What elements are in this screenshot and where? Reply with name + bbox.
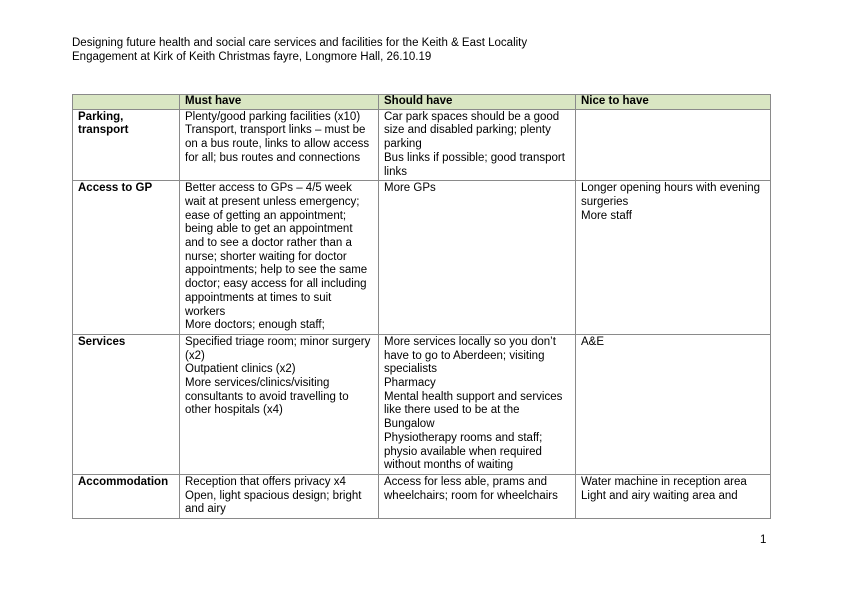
cell-nice xyxy=(576,109,771,181)
document-header xyxy=(72,36,527,64)
cell-line: A&E xyxy=(581,335,605,348)
column-header-should-have: Should have xyxy=(379,95,576,110)
cell-line: Car park spaces should be a good size and disabled parking; plenty parking xyxy=(384,110,560,151)
cell-line: Reception that offers privacy x4 xyxy=(185,475,346,488)
cell-nice xyxy=(576,181,771,335)
cell-line: Transport, transport links – must be on a bus route, links to allow access for all; bus routes and connections xyxy=(185,124,370,164)
cell-line: Access for less able, prams and wheelchairs; room for wheelchairs xyxy=(384,475,558,502)
cell-nice xyxy=(576,334,771,474)
table-row xyxy=(73,474,771,518)
table-row xyxy=(73,181,771,335)
cell-line: Pharmacy xyxy=(384,377,436,390)
row-label: Services xyxy=(73,334,180,474)
cell-line: Physiotherapy rooms and staff; physio available when required without months of waiting xyxy=(384,431,543,472)
cell-line: Specified triage room; minor surgery (x2) xyxy=(185,335,371,362)
cell-should xyxy=(379,334,576,474)
cell-nice xyxy=(576,474,771,518)
cell-line: Outpatient clinics (x2) xyxy=(185,363,296,376)
cell-line: Bus links if possible; good transport links xyxy=(384,151,565,178)
cell-should xyxy=(379,109,576,181)
cell-line: Longer opening hours with evening surgeries xyxy=(581,182,761,208)
cell-line: Light and airy waiting area and xyxy=(581,489,738,502)
cell-line: More doctors; enough staff; xyxy=(185,319,325,332)
row-label: Parking, transport xyxy=(73,109,180,181)
column-header-must-have: Must have xyxy=(180,95,379,110)
page-number: 1 xyxy=(760,534,767,546)
cell-line: Plenty/good parking facilities (x10) xyxy=(185,110,361,123)
header-title: Designing future health and social care services and facilities for the Keith & East Locality xyxy=(72,37,528,49)
cell-line: More services/clinics/visiting consultants to avoid travelling to other hospitals (x4) xyxy=(185,377,349,417)
table-row xyxy=(73,109,771,181)
cell-line: More services locally so you don’t have to go to Aberdeen; visiting specialists xyxy=(384,335,556,376)
column-header-blank xyxy=(73,95,180,110)
cell-must xyxy=(180,334,379,474)
cell-line: Open, light spacious design; bright and airy xyxy=(185,489,362,516)
cell-line: More staff xyxy=(581,209,632,222)
requirements-table xyxy=(72,94,771,519)
cell-line: Water machine in reception area xyxy=(581,475,747,488)
cell-must xyxy=(180,474,379,518)
row-label: Accommodation xyxy=(73,474,180,518)
cell-line: More GPs xyxy=(384,182,436,195)
cell-should xyxy=(379,474,576,518)
table-header-row xyxy=(73,95,771,110)
column-header-nice-to-have: Nice to have xyxy=(576,95,771,110)
table-row xyxy=(73,334,771,474)
cell-should xyxy=(379,181,576,335)
cell-must xyxy=(180,181,379,335)
row-label: Access to GP xyxy=(73,181,180,335)
cell-must xyxy=(180,109,379,181)
cell-line: Better access to GPs – 4/5 week wait at present unless emergency; ease of getting an appointment; being able to get an appointment and to see a doctor rather than a nurse; shorter waiting for doctor appointments; help to see the same doctor; easy access for all including appointments at times to suit workers xyxy=(185,182,368,318)
header-subtitle: Engagement at Kirk of Keith Christmas fayre, Longmore Hall, 26.10.19 xyxy=(72,51,432,63)
cell-line: Mental health support and services like there used to be at the Bungalow xyxy=(384,390,563,431)
